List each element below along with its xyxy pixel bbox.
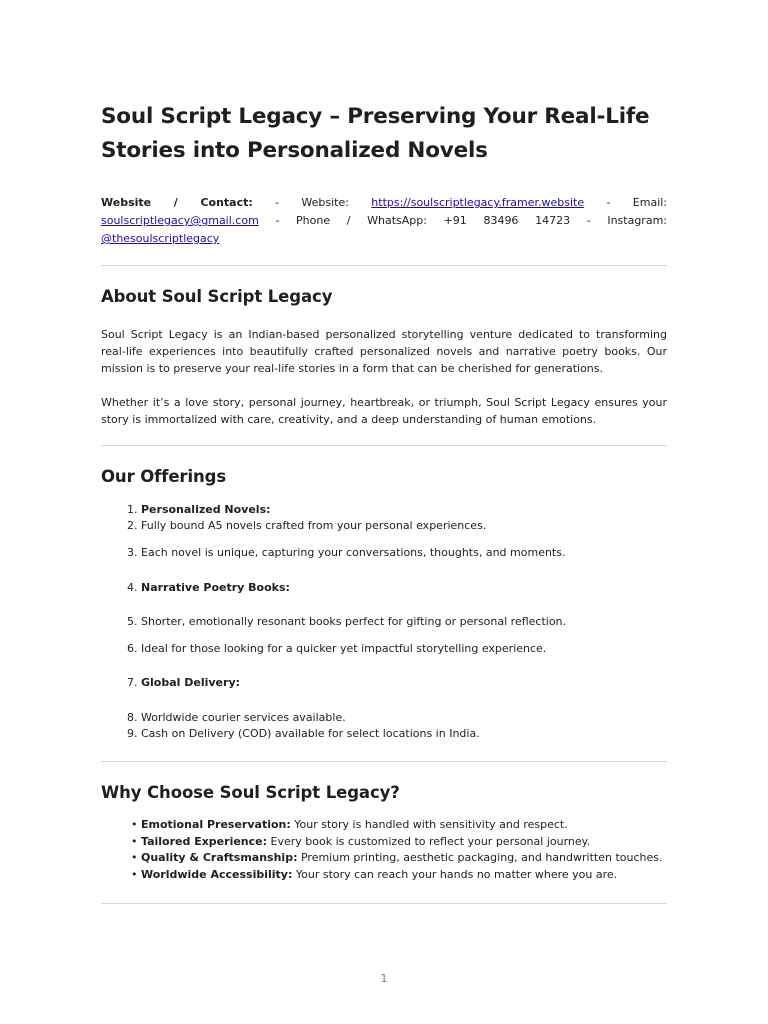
list-item [127,710,667,726]
divider [101,903,667,904]
website-prefix: - Website: [252,196,372,209]
list-number: 9. [127,727,138,740]
bullet: • [131,834,138,848]
list-item-bold: Tailored Experience: [141,834,268,848]
list-item-bold: Worldwide Accessibility: [141,867,293,881]
why-list [131,817,667,883]
bullet: • [131,851,138,864]
list-item [131,817,667,834]
list-item [127,545,667,561]
list-item [127,518,667,534]
list-item-text: Ideal for those looking for a quicker yet impactful storytelling experience. [141,642,547,655]
instagram-link[interactable]: @thesoulscriptlegacy [101,232,220,245]
list-item-text: Cash on Delivery (COD) available for select locations in India. [141,727,480,740]
list-number: 4. [127,581,138,594]
contact-label: Website / Contact: [101,196,253,209]
offerings-heading: Our Offerings [101,467,227,486]
list-item-text: Your story is handled with sensitivity and respect. [290,818,568,831]
list-number: 3. [127,546,138,559]
list-item-text: Each novel is unique, capturing your conversations, thoughts, and moments. [141,546,566,559]
email-link[interactable]: soulscriptlegacy@gmail.com [101,214,259,227]
page-number: 1 [380,972,388,985]
list-item-bold: Narrative Poetry Books: [141,581,290,594]
phone-text: - Phone / WhatsApp: +91 83496 14723 - Instagram: [258,214,667,227]
list-number: 5. [127,615,138,628]
email-prefix: - Email: [584,196,668,209]
about-paragraph-1: Soul Script Legacy is an Indian-based personalized storytelling venture dedicated to transforming real-life experiences into beautifully crafted personalized novels and narrative poetry books. Our mission is to preserve your real-life stories in a form that can be cherished for generations. [101,328,667,375]
list-item [131,867,667,884]
list-item [127,675,667,691]
offerings-list [127,502,667,742]
website-link[interactable]: https://soulscriptlegacy.framer.website [371,196,585,209]
list-item [127,614,667,630]
list-item [131,850,667,867]
list-number: 1. [127,503,138,516]
list-item [127,580,667,596]
bullet: • [131,818,138,831]
contact-line [101,194,667,248]
list-item-bold: Global Delivery: [141,676,241,689]
list-item-text: Premium printing, aesthetic packaging, and handwritten touches. [297,851,663,864]
list-number: 2. [127,519,138,532]
list-item-text: Shorter, emotionally resonant books perfect for gifting or personal reflection. [141,615,567,628]
list-item-text: Fully bound A5 novels crafted from your personal experiences. [141,519,487,532]
about-heading: About Soul Script Legacy [101,287,333,306]
list-number: 6. [127,642,138,655]
why-heading: Why Choose Soul Script Legacy? [101,783,400,802]
about-paragraph-2: Whether it’s a love story, personal journey, heartbreak, or triumph, Soul Script Legacy ensures your story is immortalized with care, creativity, and a deep understanding of human emotions. [101,396,667,426]
page-title: Soul Script Legacy – Preserving Your Real-Life Stories into Personalized Novels [101,104,650,163]
list-item-bold: Personalized Novels: [141,503,271,516]
list-item-text: Your story can reach your hands no matter where you are. [292,867,618,881]
list-item-bold: Quality & Craftsmanship: [141,851,298,864]
list-item-text: Every book is customized to reflect your personal journey. [267,834,591,848]
bullet: • [131,867,138,881]
list-item [131,834,667,851]
list-number: 7. [127,676,138,689]
list-item [127,502,667,518]
list-item [127,641,667,657]
list-item [127,726,667,742]
list-item-text: Worldwide courier services available. [141,711,346,724]
list-number: 8. [127,711,138,724]
list-item-bold: Emotional Preservation: [141,818,291,831]
